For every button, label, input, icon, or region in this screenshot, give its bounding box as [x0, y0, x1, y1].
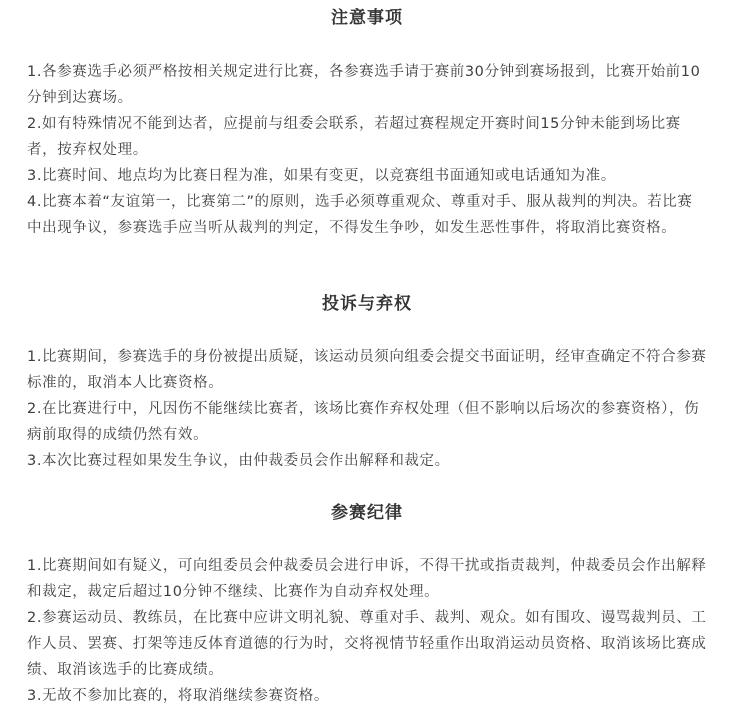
notice-item-1: 1.各参赛选手必须严格按相关规定进行比赛，各参赛选手请于赛前30分钟到赛场报到，比赛开始前10分钟到达赛场。: [27, 64, 701, 106]
complaint-item-1: 1.比赛期间，参赛选手的身份被提出质疑，该运动员须向组委会提交书面证明，经审查确定不符合参赛标准的，取消本人比赛资格。: [27, 349, 707, 391]
discipline-item-3: 3.无故不参加比赛的，将取消继续参赛资格。: [27, 688, 329, 704]
complaint-item-3: 3.本次比赛过程如果发生争议，由仲裁委员会作出解释和裁定。: [27, 453, 450, 469]
notice-item-4: 4.比赛本着“友谊第一，比赛第二”的原则，选手必须尊重观众、尊重对手、服从裁判的判决。若比赛中出现争议，参赛选手应当听从裁判的判定，不得发生争吵，如发生恶性事件，将取消比赛资格。: [27, 194, 693, 236]
complaint-item-2: 2.在比赛进行中，凡因伤不能继续比赛者，该场比赛作弃权处理（但不影响以后场次的参赛资格），伤病前取得的成绩仍然有效。: [27, 401, 700, 443]
discipline-item-1: 1.比赛期间如有疑义，可向组委员会仲裁委员会进行申诉，不得干扰或指责裁判，仲裁委员会作出解释和裁定，裁定后超过10分钟不继续、比赛作为自动弃权处理。: [27, 558, 707, 600]
notice-item-3: 3.比赛时间、地点均为比赛日程为准，如果有变更，以竞赛组书面通知或电话通知为准。: [27, 168, 616, 184]
notice-item-2: 2.如有特殊情况不能到达者，应提前与组委会联系，若超过赛程规定开赛时间15分钟未能到场比赛者，按弃权处理。: [27, 116, 681, 158]
discipline-item-2: 2.参赛运动员、教练员，在比赛中应讲文明礼貌、尊重对手、裁判、观众。如有围攻、谩骂裁判员、工作人员、罢赛、打架等违反体育道德的行为时，交将视情节轻重作出取消运动员资格、取消该场比赛成绩、取消该选手的比赛成绩。: [27, 610, 707, 678]
section-title-discipline: 参赛纪律: [331, 503, 403, 523]
section-title-notice: 注意事项: [331, 8, 403, 28]
section-title-complaints: 投诉与弃权: [322, 294, 412, 314]
